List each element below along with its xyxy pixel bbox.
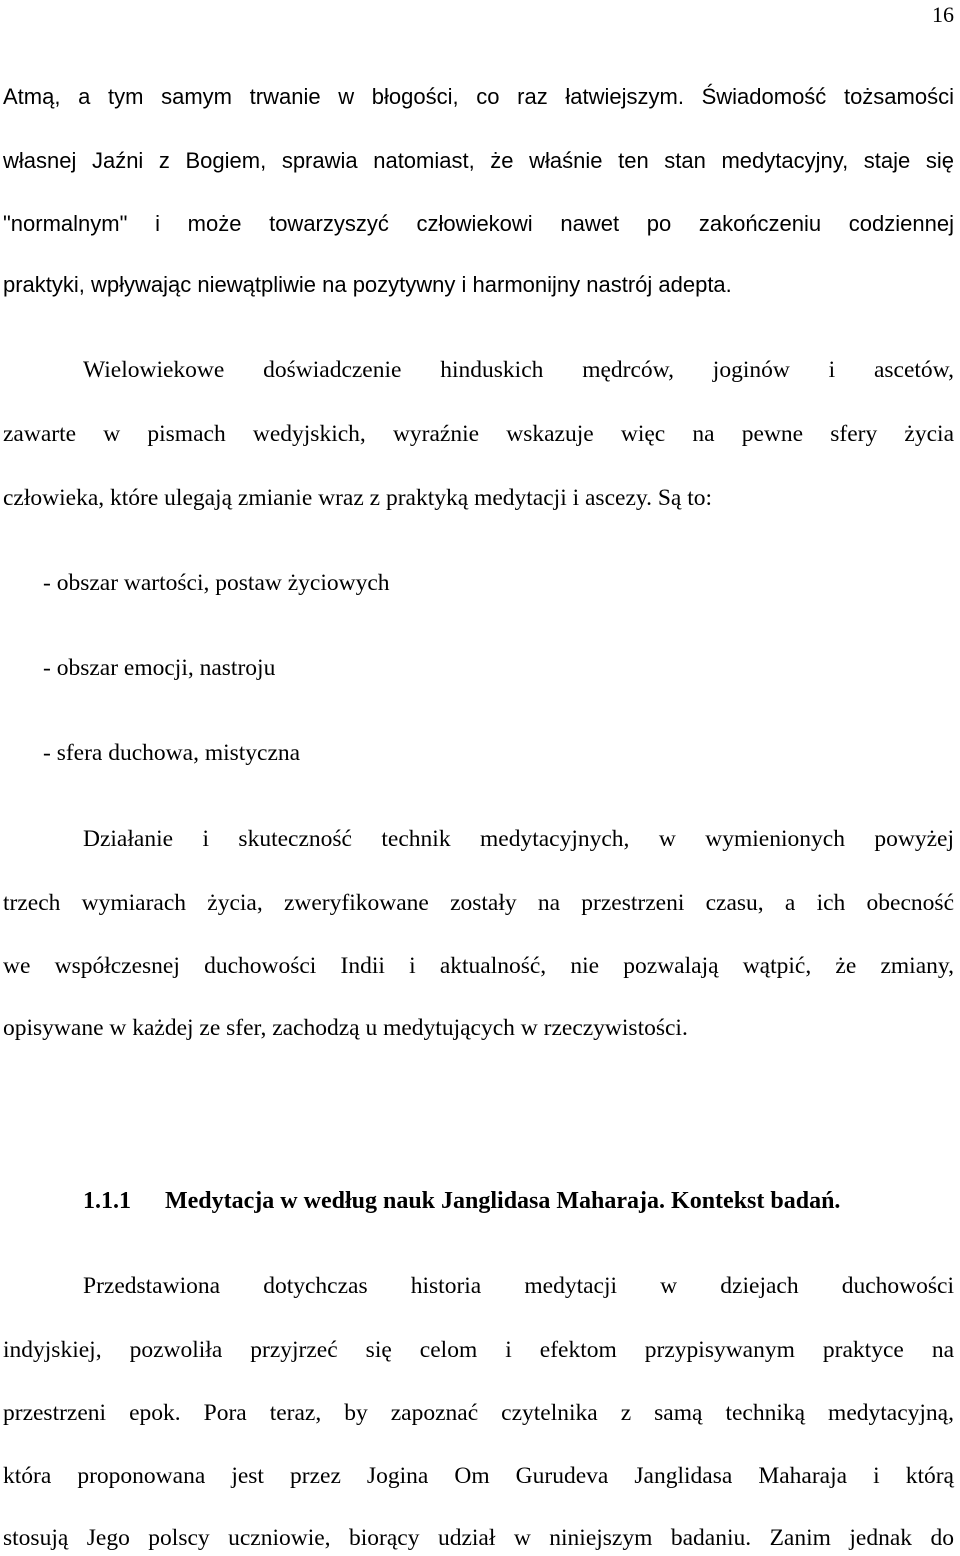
paragraph-4-line-2: indyjskiej, pozwoliła przyjrzeć się celom i efektom przypisywanym praktyce na <box>3 1337 954 1363</box>
paragraph-3-line-2: trzech wymiarach życia, zweryfikowane zostały na przestrzeni czasu, a ich obecność <box>3 890 954 916</box>
section-heading <box>83 1184 840 1218</box>
paragraph-2-line-1: Wielowiekowe doświadczenie hinduskich mędrców, joginów i ascetów, <box>83 357 954 383</box>
paragraph-1-line-4: praktyki, wpływając niewątpliwie na pozytywny i harmonijny nastrój adepta. <box>3 272 732 297</box>
list-item-1: - obszar wartości, postaw życiowych <box>43 570 390 596</box>
paragraph-3-line-1: Działanie i skuteczność technik medytacyjnych, w wymienionych powyżej <box>83 826 954 852</box>
section-number: 1.1.1 <box>83 1188 131 1214</box>
page-number: 16 <box>932 2 954 27</box>
paragraph-4-line-3: przestrzeni epok. Pora teraz, by zapoznać czytelnika z samą techniką medytacyjną, <box>3 1400 954 1426</box>
paragraph-1-line-2: własnej Jaźni z Bogiem, sprawia natomiast, że właśnie ten stan medytacyjny, staje się <box>3 148 954 173</box>
paragraph-4-line-1: Przedstawiona dotychczas historia medytacji w dziejach duchowości <box>83 1273 954 1299</box>
section-title: Medytacja w według nauk Janglidasa Maharaja. Kontekst badań. <box>165 1188 841 1214</box>
paragraph-1-line-1: Atmą, a tym samym trwanie w błogości, co raz łatwiejszym. Świadomość tożsamości <box>3 84 954 109</box>
paragraph-4-line-5: stosują Jego polscy uczniowie, biorący udział w niniejszym badaniu. Zanim jednak do <box>3 1525 954 1551</box>
paragraph-4-line-4: która proponowana jest przez Jogina Om Gurudeva Janglidasa Maharaja i którą <box>3 1463 954 1489</box>
paragraph-1-line-3: "normalnym" i może towarzyszyć człowiekowi nawet po zakończeniu codziennej <box>3 211 954 236</box>
list-item-3: - sfera duchowa, mistyczna <box>43 740 301 766</box>
paragraph-3-line-4: opisywane w każdej ze sfer, zachodzą u medytujących w rzeczywistości. <box>3 1015 688 1041</box>
paragraph-2-line-2: zawarte w pismach wedyjskich, wyraźnie wskazuje więc na pewne sfery życia <box>3 421 954 447</box>
list-item-2: - obszar emocji, nastroju <box>43 655 276 681</box>
paragraph-2-line-3: człowieka, które ulegają zmianie wraz z praktyką medytacji i ascezy. Są to: <box>3 485 713 511</box>
paragraph-3-line-3: we współczesnej duchowości Indii i aktualność, nie pozwalają wątpić, że zmiany, <box>3 953 954 979</box>
